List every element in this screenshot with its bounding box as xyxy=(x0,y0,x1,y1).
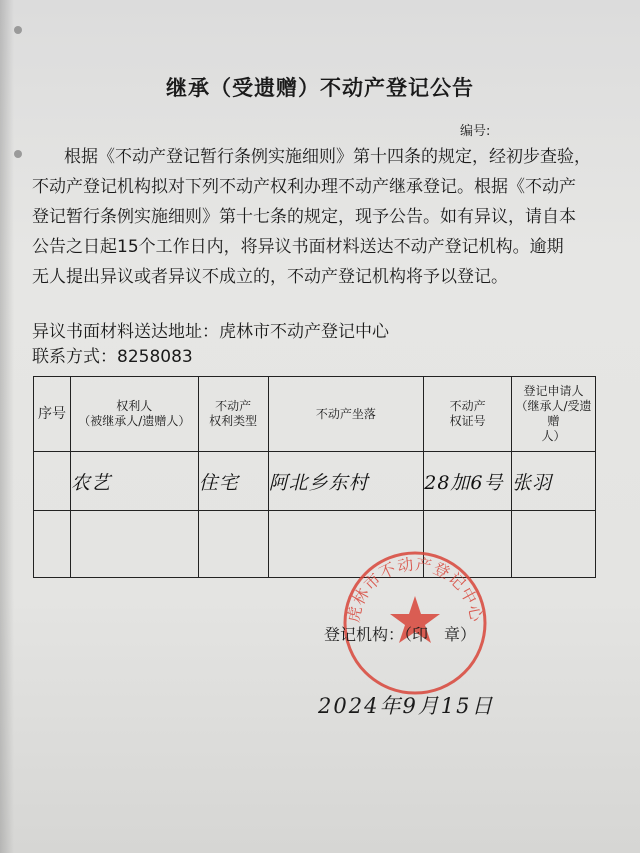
header-seq: 序号 xyxy=(34,377,71,452)
binding-hole xyxy=(14,150,22,158)
cell-seq xyxy=(34,511,71,578)
table-header-row xyxy=(34,377,596,452)
number-label: 编号: xyxy=(460,124,491,139)
cell-location: 阿北乡东村 xyxy=(268,452,424,511)
cell-cert-no: 28加6号 xyxy=(424,452,512,511)
cell-holder xyxy=(70,511,198,578)
body-line: 不动产登记机构拟对下列不动产权利办理不动产继承登记。根据《不动产 xyxy=(32,177,576,197)
contact-info: 联系方式：8258083 xyxy=(32,347,193,367)
body-line: 无人提出异议或者异议不成立的，不动产登记机构将予以登记。 xyxy=(32,267,508,287)
seal-text: 虎林市不动产登记中心 xyxy=(343,554,487,624)
cell-applicant: 张羽 xyxy=(512,452,596,511)
notice-title: 继承（受遗赠）不动产登记公告 xyxy=(166,76,474,100)
handwritten-date: 2024年9月15日 xyxy=(318,694,495,718)
table-row xyxy=(34,511,596,578)
cell-applicant xyxy=(512,511,596,578)
cell-seq xyxy=(34,452,71,511)
header-cert-no: 不动产 权证号 xyxy=(424,377,512,452)
cell-right-type: 住宅 xyxy=(198,452,268,511)
header-right-type: 不动产 权利类型 xyxy=(198,377,268,452)
agency-stamp-label: 登记机构：（印 章） xyxy=(324,625,477,644)
header-holder: 权利人 （被继承人/遗赠人） xyxy=(70,377,198,452)
header-location: 不动产坐落 xyxy=(268,377,424,452)
header-applicant: 登记申请人 （继承人/受遗赠 人） xyxy=(512,377,596,452)
notice-body xyxy=(32,142,610,292)
cell-holder: 农艺 xyxy=(70,452,198,511)
binding-hole xyxy=(14,26,22,34)
table-row xyxy=(34,452,596,511)
cell-right-type xyxy=(198,511,268,578)
body-line: 公告之日起15个工作日内，将异议书面材料送达不动产登记机构。逾期 xyxy=(32,237,564,257)
body-line: 根据《不动产登记暂行条例实施细则》第十四条的规定，经初步查验， xyxy=(64,147,591,167)
body-line: 登记暂行条例实施细则》第十七条的规定，现予公告。如有异议，请自本 xyxy=(32,207,576,227)
paper-edge-shadow xyxy=(0,0,14,853)
objection-address: 异议书面材料送达地址：虎林市不动产登记中心 xyxy=(32,322,389,342)
registration-table xyxy=(33,376,596,578)
